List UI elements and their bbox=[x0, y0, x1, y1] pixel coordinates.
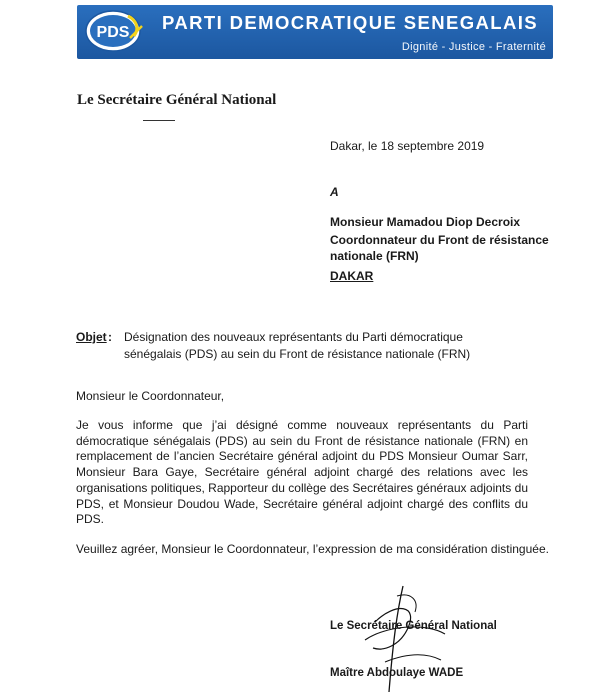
date-line: Dakar, le 18 septembre 2019 bbox=[330, 139, 485, 153]
subject-colon: : bbox=[108, 330, 112, 344]
recipient-role: Coordonnateur du Front de résistance bbox=[330, 233, 549, 247]
sender-title: Le Secrétaire Général National bbox=[77, 92, 277, 108]
recipient-city: DAKAR bbox=[330, 269, 374, 283]
recipient-name: Monsieur Mamadou Diop Decroix bbox=[330, 215, 521, 229]
party-name: PARTI DEMOCRATIQUE SENEGALAIS bbox=[161, 12, 538, 33]
title-underline bbox=[143, 120, 175, 121]
signature-title: Le Secrétaire Général National bbox=[330, 620, 497, 632]
salutation: Monsieur le Coordonnateur, bbox=[76, 389, 225, 403]
closing-line: Veuillez agréer, Monsieur le Coordonnateur, l’expression de ma considération distinguée. bbox=[76, 542, 549, 556]
logo-text: PDS bbox=[96, 24, 130, 41]
subject-text: Désignation des nouveaux représentants du Parti démocratique sénégalais (PDS) au sein du Front de résistance nationale (FRN) bbox=[124, 330, 471, 361]
pds-logo bbox=[84, 6, 146, 56]
recipient-role-cont: nationale (FRN) bbox=[330, 249, 419, 263]
recipient-prefix: A bbox=[330, 185, 339, 199]
body-paragraph: Je vous informe que j’ai désigné comme nouveaux représentants du Parti démocratique sénégalais (PDS) au sein du Front de résistance nationale (FRN) en remplacement de l’ancien Secrétaire général adjoint du PDS Monsieur Oumar Sarr, Monsieur Bara Gaye, Secrétaire général adjoint chargé des relations avec les organisations politiques, Rapporteur du collège des Secrétaires généraux adjoints du PDS, et Monsieur Doudou Wade, Secrétaire général adjoint chargé des conflits du PDS. bbox=[76, 418, 528, 527]
signature-name: Maître Abdoulaye WADE bbox=[330, 667, 464, 679]
party-motto: Dignité - Justice - Fraternité bbox=[401, 41, 546, 53]
subject-label: Objet bbox=[76, 330, 107, 344]
